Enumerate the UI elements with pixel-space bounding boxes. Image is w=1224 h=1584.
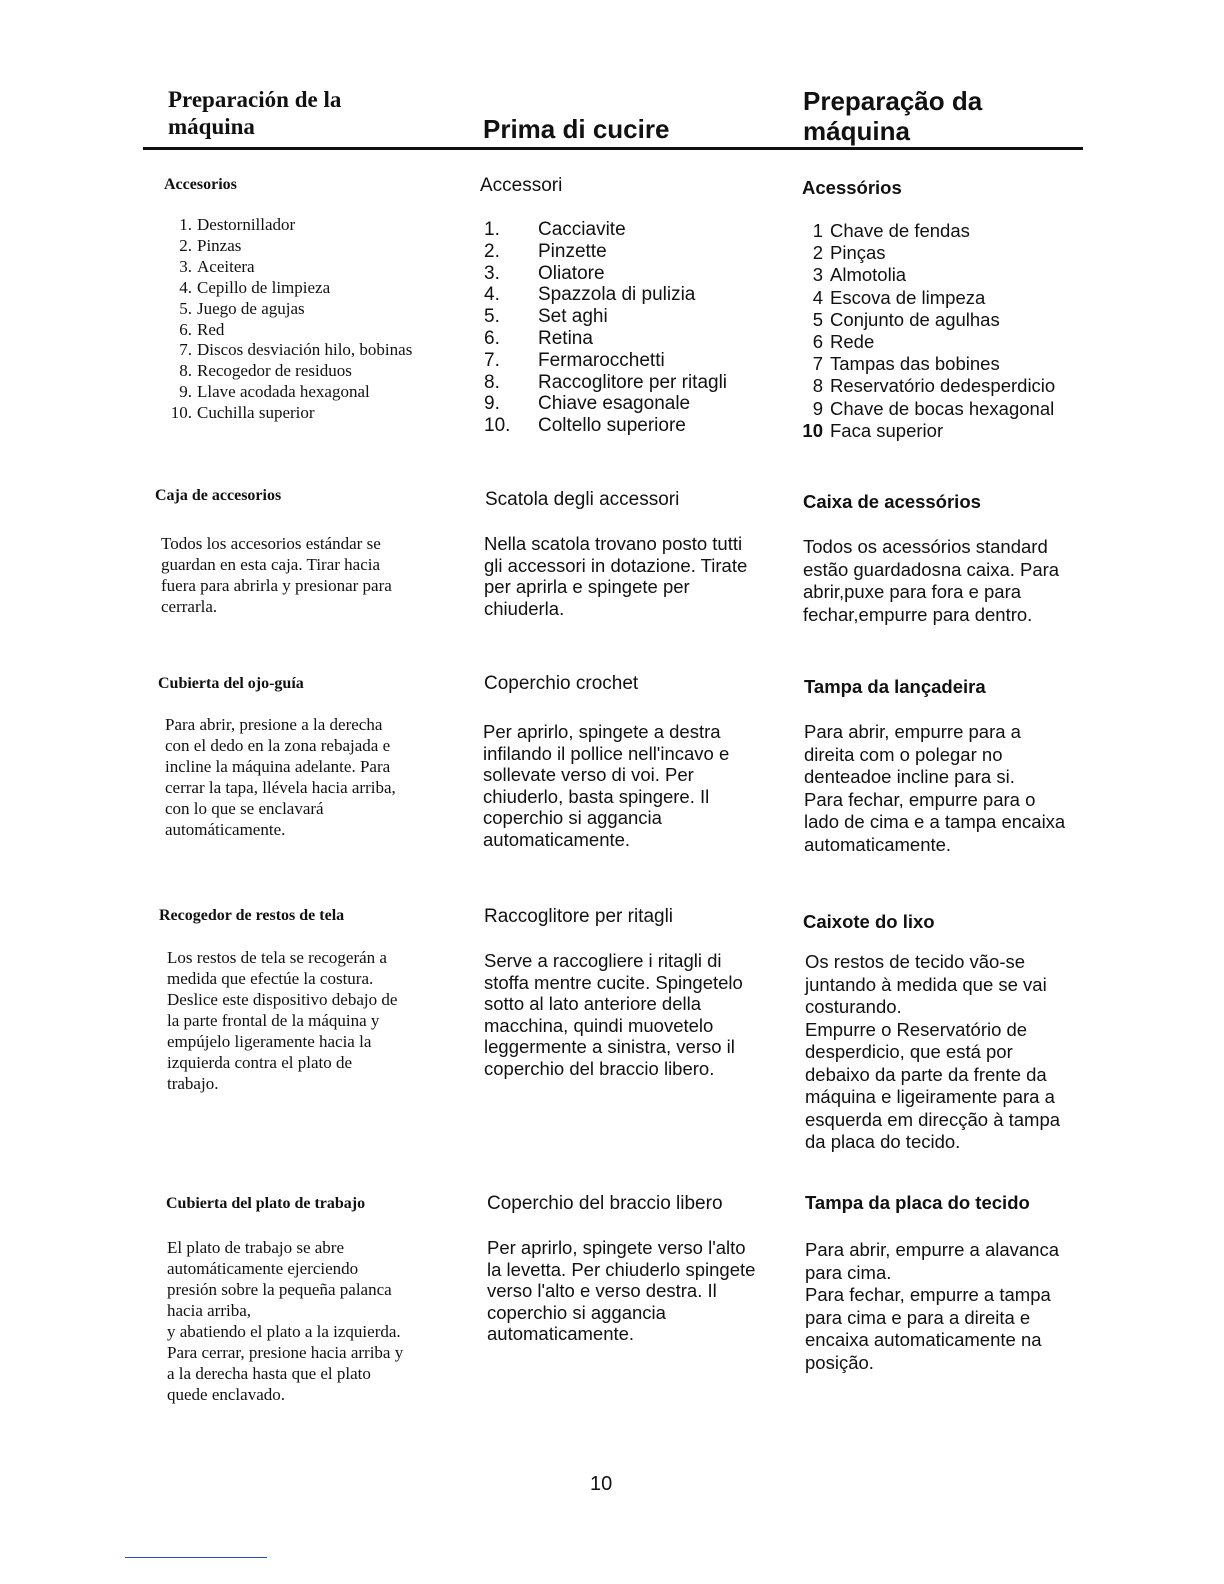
text-line: fuera para abrirla y presionar para xyxy=(161,576,392,595)
text-line: cerrarla. xyxy=(161,597,218,616)
header-spanish-text: Preparación de la máquina xyxy=(168,87,342,139)
text-line: sotto al lato anteriore della xyxy=(484,993,701,1014)
section-title-pt: Caixa de acessórios xyxy=(803,491,981,512)
accessories-title-pt: Acessórios xyxy=(802,177,902,198)
text-line: esquerda em direcção à tampa xyxy=(805,1108,1061,1130)
list-item: 6. Red xyxy=(179,319,225,339)
section-title-it: Raccoglitore per ritagli xyxy=(484,906,674,927)
text-line: gli accessori in dotazione. Tirate xyxy=(484,554,748,576)
text-line: la levetta. Per chiuderlo spingete xyxy=(487,1258,756,1280)
footer-line xyxy=(125,1557,267,1558)
list-item: 3. Aceitera xyxy=(179,256,255,276)
text-line: quede enclavado. xyxy=(167,1385,285,1404)
text-line: costurando. xyxy=(805,996,902,1017)
accessories-list-es xyxy=(162,215,412,424)
section-title-it: Coperchio crochet xyxy=(484,673,639,694)
text-line: Todos los accesorios estándar se xyxy=(161,534,381,553)
text-line: empújelo ligeramente hacia la xyxy=(167,1032,372,1051)
accessories-title-es: Accesorios xyxy=(164,176,237,193)
text-line: abrir,puxe para fora e para xyxy=(803,581,1022,602)
text-line: desperdicio, que está por xyxy=(805,1041,1013,1062)
text-line: automáticamente ejerciendo xyxy=(167,1259,359,1278)
section-body-it xyxy=(484,950,774,1079)
section-title-es: Caja de accesorios xyxy=(155,487,282,504)
list-item: 2 Pinças xyxy=(812,242,886,264)
header-portuguese-text: Preparação da máquina xyxy=(803,86,983,146)
list-item: 5. Set aghi xyxy=(484,306,608,328)
text-line: coperchio si aggancia xyxy=(487,1301,666,1323)
text-line: Para abrir, presione a la derecha xyxy=(165,715,383,734)
list-item: 5 Conjunto de agulhas xyxy=(812,308,1000,330)
list-item: 6. Retina xyxy=(484,327,593,349)
section-title-pt: Tampa da placa do tecido xyxy=(805,1192,1030,1213)
header-spanish xyxy=(168,86,398,140)
text-line: lado de cima e a tampa encaixa xyxy=(804,811,1066,832)
text-line: y abatiendo el plato a la izquierda. xyxy=(167,1322,401,1341)
text-line: automaticamente. xyxy=(483,828,631,850)
text-line: leggermente a sinistra, verso il xyxy=(484,1036,735,1057)
list-item: 2. Pinzette xyxy=(484,240,607,262)
text-line: Para abrir, empurre para a xyxy=(804,721,1021,742)
text-line: Para fechar, empurre para o xyxy=(804,788,1036,810)
text-line: Para abrir, empurre a alavanca xyxy=(805,1239,1059,1260)
text-line: chiuderla. xyxy=(484,597,565,619)
text-line: medida que efectúe la costura. xyxy=(167,969,374,988)
list-item: 3 Almotolia xyxy=(812,264,907,286)
list-item: 8 Reservatório dedesperdicio xyxy=(812,375,1056,397)
text-line: coperchio si aggancia xyxy=(483,807,662,828)
section-title-it: Coperchio del braccio libero xyxy=(487,1193,723,1214)
list-item: 9. Llave acodada hexagonal xyxy=(179,382,370,402)
text-line: para cima e para a direita e xyxy=(805,1306,1031,1328)
list-item: 6 Rede xyxy=(812,331,875,353)
text-line: para cima. xyxy=(805,1261,892,1283)
text-line: denteadoe incline para si. xyxy=(804,766,1015,787)
text-line: Para fechar, empurre a tampa xyxy=(805,1284,1051,1305)
text-line: verso l'alto e verso destra. Il xyxy=(487,1280,717,1301)
text-line: trabajo. xyxy=(167,1074,219,1093)
list-item: 4. Spazzola di pulizia xyxy=(484,284,696,306)
list-item: 7. Fermarocchetti xyxy=(484,349,665,371)
section-body-pt xyxy=(805,1239,1080,1374)
text-line: chiuderlo, basta spingere. Il xyxy=(483,785,710,807)
text-line: stoffa mentre cucite. Spingetelo xyxy=(484,971,743,993)
text-line: incline la máquina adelante. Para xyxy=(165,757,391,776)
text-line: per aprirla e spingete per xyxy=(484,576,690,597)
list-item: 10. Cuchilla superior xyxy=(170,403,315,423)
list-item: 7 Tampas das bobines xyxy=(812,353,1000,375)
text-line: hacia arriba, xyxy=(167,1301,251,1320)
list-item: 10. Coltello superiore xyxy=(484,415,686,437)
text-line: Los restos de tela se recogerán a xyxy=(167,948,387,967)
list-item: 2. Pinzas xyxy=(179,235,242,255)
list-item: 1. Destornillador xyxy=(179,215,296,234)
header-italian: Prima di cucire xyxy=(483,114,670,144)
text-line: automaticamente. xyxy=(487,1323,635,1344)
accessories-title-it: Accessori xyxy=(480,175,563,196)
text-line: guardan en esta caja. Tirar hacia xyxy=(161,555,381,574)
section-title-it: Scatola degli accessori xyxy=(485,489,680,510)
text-line: Para cerrar, presione hacia arriba y xyxy=(167,1343,404,1362)
list-item: 9. Chiave esagonale xyxy=(484,393,691,415)
list-item: 4. Cepillo de limpieza xyxy=(179,277,331,297)
accessories-list-pt xyxy=(801,220,1055,442)
section-body-it xyxy=(487,1237,777,1345)
list-item: 10 Faca superior xyxy=(802,419,944,441)
text-line: sollevate verso di voi. Per xyxy=(483,764,694,785)
text-line: presión sobre la pequeña palanca xyxy=(167,1280,392,1299)
text-line: Deslice este dispositivo debajo de xyxy=(167,990,398,1009)
section-body-es xyxy=(167,1237,437,1405)
text-line: El plato de trabajo se abre xyxy=(167,1238,345,1257)
text-line: Per aprirlo, spingete a destra xyxy=(483,721,721,742)
list-item: 1. Cacciavite xyxy=(484,219,626,240)
text-line: da placa do tecido. xyxy=(805,1131,961,1152)
text-line: Os restos de tecido vão-se xyxy=(805,951,1026,972)
list-item: 1 Chave de fendas xyxy=(812,220,970,241)
text-line: Todos os acessórios standard xyxy=(803,536,1048,557)
text-line: juntando à medida que se vai xyxy=(805,973,1047,995)
list-item: 4 Escova de limpeza xyxy=(812,286,986,308)
section-title-es: Cubierta del ojo-guía xyxy=(158,675,304,692)
section-title-pt: Tampa da lançadeira xyxy=(804,676,986,697)
text-line: encaixa automaticamente na xyxy=(805,1329,1042,1350)
text-line: Per aprirlo, spingete verso l'alto xyxy=(487,1237,746,1258)
text-line: direita com o polegar no xyxy=(804,743,1003,765)
text-line: la parte frontal de la máquina y xyxy=(167,1011,380,1030)
section-title-es: Cubierta del plato de trabajo xyxy=(166,1195,366,1212)
text-line: coperchio del braccio libero. xyxy=(484,1057,715,1079)
text-line: infilando il pollice nell'incavo e xyxy=(483,742,730,764)
text-line: izquierda contra el plato de xyxy=(167,1053,353,1072)
page-number: 10 xyxy=(590,1473,613,1495)
text-line: automaticamente. xyxy=(804,833,952,855)
list-item: 3. Oliatore xyxy=(484,262,605,284)
text-line: cerrar la tapa, llévela hacia arriba, xyxy=(165,778,396,797)
section-body-es xyxy=(165,714,435,840)
section-body-it xyxy=(484,533,774,619)
list-item: 7. Discos desviación hilo, bobinas xyxy=(179,340,413,360)
header-portuguese xyxy=(803,86,993,146)
text-line: automáticamente. xyxy=(165,820,286,839)
section-title-pt: Caixote do lixo xyxy=(803,911,935,932)
section-body-it xyxy=(483,721,773,850)
text-line: debaixo da parte da frente da xyxy=(805,1063,1047,1085)
text-line: Empurre o Reservatório de xyxy=(805,1018,1028,1040)
list-item: 9 Chave de bocas hexagonal xyxy=(812,397,1055,419)
list-item: 5. Juego de agujas xyxy=(179,298,305,318)
list-item: 8. Raccoglitore per ritagli xyxy=(484,371,728,393)
accessories-list-it xyxy=(484,219,727,437)
text-line: Nella scatola trovano posto tutti xyxy=(484,533,743,554)
section-body-es xyxy=(167,947,437,1094)
list-item: 8. Recogedor de residuos xyxy=(179,361,352,381)
section-body-es xyxy=(161,533,431,617)
header-rule xyxy=(143,147,1083,150)
text-line: Serve a raccogliere i ritagli di xyxy=(484,950,722,971)
text-line: con el dedo en la zona rebajada e xyxy=(165,736,391,755)
text-line: posição. xyxy=(805,1351,874,1373)
section-body-pt xyxy=(803,536,1078,626)
text-line: a la derecha hasta que el plato xyxy=(167,1364,371,1383)
section-body-pt xyxy=(804,721,1079,856)
text-line: con lo que se enclavará xyxy=(165,799,324,818)
section-body-pt xyxy=(805,951,1080,1154)
text-line: fechar,empurre para dentro. xyxy=(803,603,1033,625)
section-title-es: Recogedor de restos de tela xyxy=(159,907,345,924)
text-line: estão guardadosna caixa. Para xyxy=(803,558,1060,580)
text-line: macchina, quindi muovetelo xyxy=(484,1014,714,1036)
text-line: máquina e ligeiramente para a xyxy=(805,1086,1055,1107)
